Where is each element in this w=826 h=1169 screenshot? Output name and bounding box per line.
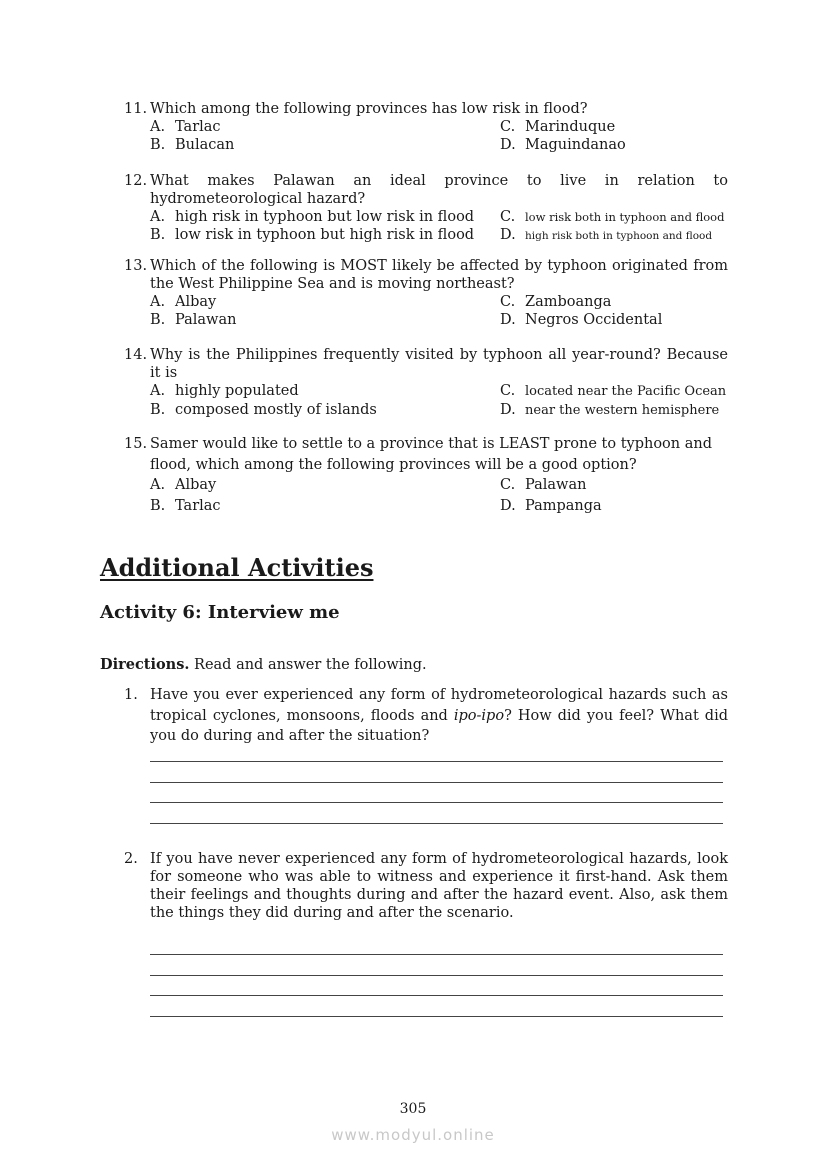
- question-number: 14.: [124, 347, 148, 363]
- option-d: D. Pampanga: [500, 497, 602, 514]
- question-number: 11.: [124, 101, 148, 117]
- question-text: Why is the Philippines frequently visited by typhoon all year-round? Because it is: [150, 347, 728, 381]
- page-number: 305: [399, 1101, 427, 1117]
- activity-item-2: [124, 850, 728, 922]
- option-d: D. Maguindanao: [500, 137, 626, 153]
- answer-line[interactable]: [150, 782, 723, 783]
- option-c: C. Palawan: [500, 477, 587, 493]
- answer-line[interactable]: [150, 1016, 723, 1017]
- option-c: C. located near the Pacific Ocean: [500, 383, 727, 399]
- answer-line[interactable]: [150, 995, 723, 996]
- question-number: 15.: [124, 436, 148, 452]
- option-b: B. Bulacan: [150, 137, 235, 153]
- watermark: www.modyul.online: [331, 1126, 495, 1144]
- option-c: C. Marinduque: [500, 119, 616, 135]
- answer-line[interactable]: [150, 975, 723, 976]
- question-12: [124, 172, 728, 245]
- option-a: A. Albay: [150, 294, 217, 310]
- option-b: B. Palawan: [150, 312, 237, 328]
- option-a: A. high risk in typhoon but low risk in flood: [150, 209, 475, 225]
- directions-label: Directions.: [100, 656, 190, 673]
- question-13: [124, 257, 728, 329]
- answer-line[interactable]: [150, 823, 723, 824]
- question-15: [124, 434, 728, 516]
- question-text-line1: What makes Palawan an ideal province to live in relation to: [150, 173, 728, 189]
- option-c: C. Zamboanga: [500, 294, 612, 310]
- activity-title: Activity 6: Interview me: [100, 602, 340, 623]
- section-title: Additional Activities: [100, 553, 374, 582]
- item-number: 1.: [124, 687, 138, 703]
- option-b: B. low risk in typhoon but high risk in flood: [150, 227, 475, 243]
- option-a: A. highly populated: [150, 383, 299, 399]
- question-text: Which among the following provinces has low risk in flood?: [150, 101, 588, 117]
- answer-line[interactable]: [150, 954, 723, 955]
- option-d: D. Negros Occidental: [500, 312, 663, 328]
- option-b: B. composed mostly of islands: [150, 402, 377, 418]
- activity-item-1: [124, 685, 728, 747]
- option-c: C. low risk both in typhoon and flood: [500, 209, 725, 225]
- question-number: 12.: [124, 173, 148, 189]
- item-number: 2.: [124, 851, 138, 867]
- directions: [100, 656, 427, 673]
- directions-text: Read and answer the following.: [189, 657, 427, 673]
- item-text: Have you ever experienced any form of hydrometeorological hazards such as tropical cyclones, monsoons, floods and ipo-ipo? How did you feel? What did you do during and after the situation?: [150, 687, 728, 744]
- option-a: A. Tarlac: [150, 119, 221, 135]
- option-d: D. high risk both in typhoon and flood: [500, 227, 713, 243]
- question-text: Which of the following is MOST likely be affected by typhoon originated from the West Philippine Sea and is moving northeast?: [150, 258, 728, 292]
- question-14: [124, 346, 728, 420]
- question-text: Samer would like to settle to a province that is LEAST prone to typhoon and flood, which among the following provinces will be a good option?: [150, 436, 713, 473]
- question-number: 13.: [124, 258, 148, 274]
- answer-line[interactable]: [150, 802, 723, 803]
- question-11: [124, 100, 728, 154]
- item-text: If you have never experienced any form of hydrometeorological hazards, look for someone who was able to witness and experience it first-hand. Ask them their feelings and thoughts during and after the hazard event. Also, ask them the things they did during and after the scenario.: [150, 851, 728, 921]
- option-a: A. Albay: [150, 477, 217, 493]
- option-b: B. Tarlac: [150, 497, 221, 514]
- option-d: D. near the western hemisphere: [500, 402, 720, 418]
- question-text-line2: hydrometeorological hazard?: [150, 191, 366, 207]
- answer-line[interactable]: [150, 761, 723, 762]
